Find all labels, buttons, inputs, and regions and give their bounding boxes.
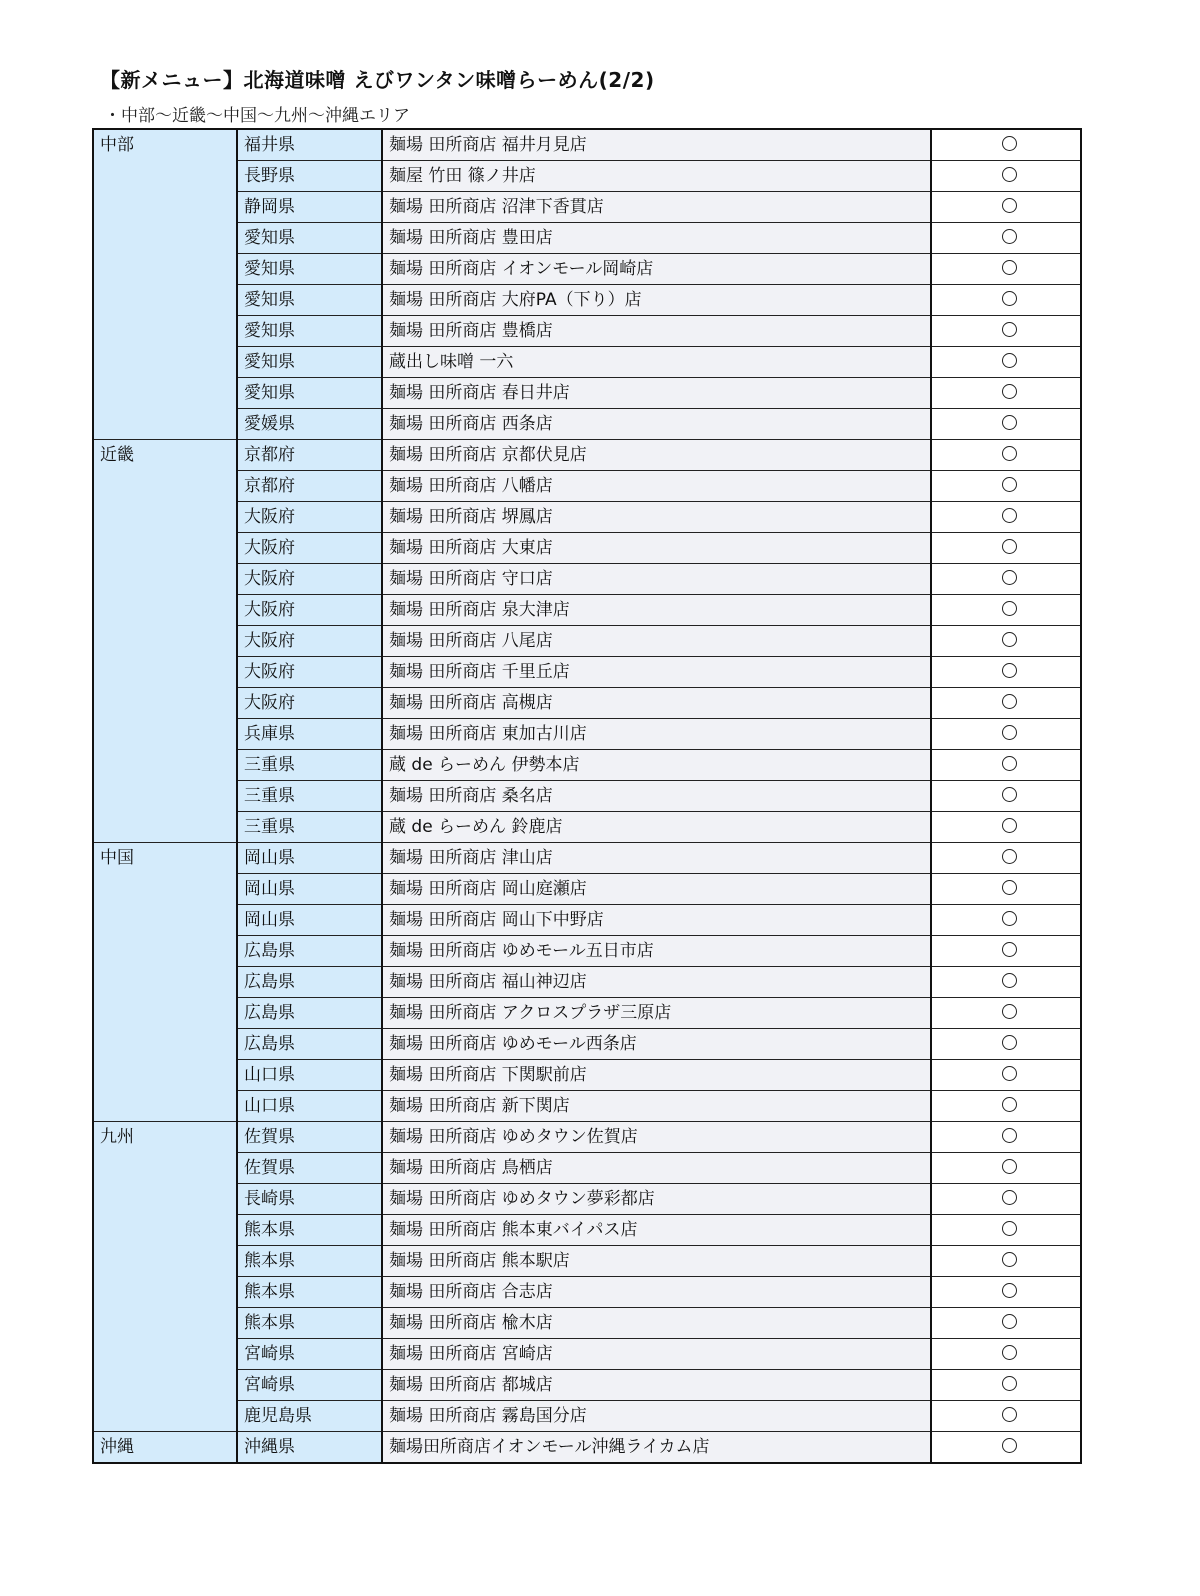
prefecture-cell: 大阪府 [237, 657, 382, 688]
availability-circle-icon [1002, 446, 1017, 461]
prefecture-cell: 沖縄県 [237, 1432, 382, 1464]
prefecture-cell: 山口県 [237, 1091, 382, 1122]
table-row [93, 1246, 1081, 1277]
availability-circle-icon [1002, 849, 1017, 864]
availability-circle-icon [1002, 136, 1017, 151]
table-row [93, 378, 1081, 409]
availability-circle-icon [1002, 601, 1017, 616]
store-name-cell: 麺場 田所商店 千里丘店 [382, 657, 931, 688]
prefecture-cell: 熊本県 [237, 1277, 382, 1308]
store-name-cell: 麺場 田所商店 ゆめタウン夢彩都店 [382, 1184, 931, 1215]
availability-cell [931, 347, 1081, 378]
store-name-cell: 麺場 田所商店 霧島国分店 [382, 1401, 931, 1432]
region-cell: 中部 [93, 129, 237, 440]
prefecture-cell: 宮崎県 [237, 1339, 382, 1370]
store-name-cell: 麺場 田所商店 熊本東バイパス店 [382, 1215, 931, 1246]
store-name-cell: 麺場 田所商店 豊田店 [382, 223, 931, 254]
availability-cell [931, 781, 1081, 812]
page-title: 【新メニュー】北海道味噌 えびワンタン味噌らーめん(2/2) [100, 68, 655, 92]
prefecture-cell: 愛知県 [237, 223, 382, 254]
prefecture-cell: 愛知県 [237, 316, 382, 347]
availability-circle-icon [1002, 167, 1017, 182]
availability-cell [931, 192, 1081, 223]
store-name-cell: 麺場 田所商店 ゆめタウン佐賀店 [382, 1122, 931, 1153]
prefecture-cell: 広島県 [237, 1029, 382, 1060]
availability-circle-icon [1002, 663, 1017, 678]
prefecture-cell: 兵庫県 [237, 719, 382, 750]
table-row [93, 781, 1081, 812]
availability-circle-icon [1002, 198, 1017, 213]
availability-cell [931, 1339, 1081, 1370]
prefecture-cell: 愛知県 [237, 378, 382, 409]
availability-cell [931, 1184, 1081, 1215]
prefecture-cell: 大阪府 [237, 564, 382, 595]
availability-circle-icon [1002, 1190, 1017, 1205]
store-name-cell: 麺場 田所商店 津山店 [382, 843, 931, 874]
store-name-cell: 麺場 田所商店 泉大津店 [382, 595, 931, 626]
table-row [93, 1122, 1081, 1153]
store-name-cell: 麺場 田所商店 大府PA（下り）店 [382, 285, 931, 316]
availability-circle-icon [1002, 787, 1017, 802]
availability-circle-icon [1002, 1221, 1017, 1236]
table-row [93, 1370, 1081, 1401]
availability-cell [931, 1215, 1081, 1246]
availability-circle-icon [1002, 1252, 1017, 1267]
table-row [93, 564, 1081, 595]
table-row [93, 812, 1081, 843]
table-row [93, 502, 1081, 533]
store-name-cell: 麺場 田所商店 豊橋店 [382, 316, 931, 347]
availability-circle-icon [1002, 539, 1017, 554]
availability-cell [931, 316, 1081, 347]
area-subtitle: ・中部〜近畿〜中国〜九州〜沖縄エリア [104, 106, 410, 126]
store-name-cell: 麺場 田所商店 新下関店 [382, 1091, 931, 1122]
table-row [93, 626, 1081, 657]
region-cell: 中国 [93, 843, 237, 1122]
prefecture-cell: 三重県 [237, 812, 382, 843]
availability-cell [931, 750, 1081, 781]
table-row [93, 719, 1081, 750]
availability-circle-icon [1002, 1283, 1017, 1298]
store-availability-table [92, 128, 1082, 1464]
prefecture-cell: 京都府 [237, 440, 382, 471]
availability-cell [931, 1029, 1081, 1060]
table-row [93, 1215, 1081, 1246]
availability-circle-icon [1002, 508, 1017, 523]
availability-cell [931, 564, 1081, 595]
store-name-cell: 麺場 田所商店 イオンモール岡崎店 [382, 254, 931, 285]
availability-cell [931, 595, 1081, 626]
prefecture-cell: 愛知県 [237, 285, 382, 316]
prefecture-cell: 鹿児島県 [237, 1401, 382, 1432]
availability-circle-icon [1002, 570, 1017, 585]
table-row [93, 161, 1081, 192]
store-name-cell: 麺場 田所商店 下関駅前店 [382, 1060, 931, 1091]
table-row [93, 254, 1081, 285]
availability-cell [931, 626, 1081, 657]
availability-circle-icon [1002, 1407, 1017, 1422]
table-row [93, 285, 1081, 316]
store-name-cell: 麺場 田所商店 福井月見店 [382, 129, 931, 161]
table-row [93, 1029, 1081, 1060]
table-row [93, 192, 1081, 223]
availability-circle-icon [1002, 725, 1017, 740]
availability-circle-icon [1002, 1066, 1017, 1081]
availability-cell [931, 378, 1081, 409]
availability-cell [931, 129, 1081, 161]
prefecture-cell: 三重県 [237, 781, 382, 812]
availability-cell [931, 1246, 1081, 1277]
store-name-cell: 麺場 田所商店 京都伏見店 [382, 440, 931, 471]
store-name-cell: 麺場 田所商店 春日井店 [382, 378, 931, 409]
prefecture-cell: 大阪府 [237, 595, 382, 626]
table-row [93, 657, 1081, 688]
store-name-cell: 麺場 田所商店 八幡店 [382, 471, 931, 502]
availability-circle-icon [1002, 818, 1017, 833]
table-row [93, 998, 1081, 1029]
table-row [93, 750, 1081, 781]
store-name-cell: 麺場 田所商店 合志店 [382, 1277, 931, 1308]
table-row [93, 688, 1081, 719]
region-cell: 近畿 [93, 440, 237, 843]
table-row [93, 533, 1081, 564]
availability-circle-icon [1002, 694, 1017, 709]
prefecture-cell: 愛知県 [237, 347, 382, 378]
table-row [93, 471, 1081, 502]
availability-cell [931, 285, 1081, 316]
table-row [93, 1277, 1081, 1308]
availability-circle-icon [1002, 477, 1017, 492]
availability-circle-icon [1002, 229, 1017, 244]
availability-circle-icon [1002, 1097, 1017, 1112]
availability-circle-icon [1002, 632, 1017, 647]
store-name-cell: 麺場 田所商店 沼津下香貫店 [382, 192, 931, 223]
region-cell: 沖縄 [93, 1432, 237, 1464]
prefecture-cell: 福井県 [237, 129, 382, 161]
availability-circle-icon [1002, 1004, 1017, 1019]
store-name-cell: 麺場 田所商店 守口店 [382, 564, 931, 595]
availability-cell [931, 254, 1081, 285]
store-name-cell: 麺場 田所商店 福山神辺店 [382, 967, 931, 998]
store-name-cell: 麺場 田所商店 都城店 [382, 1370, 931, 1401]
store-name-cell: 麺場 田所商店 八尾店 [382, 626, 931, 657]
table-row [93, 1339, 1081, 1370]
table-row [93, 223, 1081, 254]
availability-circle-icon [1002, 1438, 1017, 1453]
table-row [93, 1432, 1081, 1464]
table-body [93, 129, 1081, 1463]
store-name-cell: 麺場 田所商店 熊本駅店 [382, 1246, 931, 1277]
prefecture-cell: 宮崎県 [237, 1370, 382, 1401]
store-name-cell: 麺場 田所商店 アクロスプラザ三原店 [382, 998, 931, 1029]
table-row [93, 316, 1081, 347]
store-name-cell: 麺場 田所商店 ゆめモール五日市店 [382, 936, 931, 967]
availability-circle-icon [1002, 291, 1017, 306]
availability-cell [931, 502, 1081, 533]
store-name-cell: 麺場 田所商店 西条店 [382, 409, 931, 440]
availability-cell [931, 409, 1081, 440]
availability-cell [931, 1153, 1081, 1184]
table-row [93, 905, 1081, 936]
table-row [93, 347, 1081, 378]
availability-cell [931, 161, 1081, 192]
availability-cell [931, 1370, 1081, 1401]
prefecture-cell: 広島県 [237, 998, 382, 1029]
prefecture-cell: 長崎県 [237, 1184, 382, 1215]
prefecture-cell: 京都府 [237, 471, 382, 502]
store-name-cell: 麺場 田所商店 楡木店 [382, 1308, 931, 1339]
prefecture-cell: 大阪府 [237, 502, 382, 533]
availability-cell [931, 936, 1081, 967]
availability-circle-icon [1002, 1128, 1017, 1143]
prefecture-cell: 岡山県 [237, 843, 382, 874]
availability-circle-icon [1002, 1376, 1017, 1391]
availability-cell [931, 533, 1081, 564]
store-name-cell: 麺場 田所商店 岡山下中野店 [382, 905, 931, 936]
availability-cell [931, 657, 1081, 688]
prefecture-cell: 岡山県 [237, 874, 382, 905]
availability-circle-icon [1002, 911, 1017, 926]
availability-circle-icon [1002, 1159, 1017, 1174]
table-row [93, 874, 1081, 905]
availability-cell [931, 1401, 1081, 1432]
table-row [93, 1060, 1081, 1091]
store-name-cell: 麺場 田所商店 ゆめモール西条店 [382, 1029, 931, 1060]
store-name-cell: 麺場 田所商店 大東店 [382, 533, 931, 564]
store-name-cell: 蔵 de らーめん 鈴鹿店 [382, 812, 931, 843]
availability-circle-icon [1002, 1314, 1017, 1329]
prefecture-cell: 岡山県 [237, 905, 382, 936]
prefecture-cell: 広島県 [237, 936, 382, 967]
availability-cell [931, 874, 1081, 905]
prefecture-cell: 佐賀県 [237, 1122, 382, 1153]
availability-cell [931, 998, 1081, 1029]
prefecture-cell: 熊本県 [237, 1215, 382, 1246]
table-row [93, 1184, 1081, 1215]
store-name-cell: 麺場 田所商店 東加古川店 [382, 719, 931, 750]
table-row [93, 1401, 1081, 1432]
table-row [93, 1091, 1081, 1122]
store-name-cell: 麺場 田所商店 鳥栖店 [382, 1153, 931, 1184]
availability-circle-icon [1002, 384, 1017, 399]
prefecture-cell: 静岡県 [237, 192, 382, 223]
prefecture-cell: 広島県 [237, 967, 382, 998]
prefecture-cell: 愛知県 [237, 254, 382, 285]
availability-cell [931, 1432, 1081, 1464]
availability-cell [931, 812, 1081, 843]
table-row [93, 409, 1081, 440]
availability-cell [931, 1122, 1081, 1153]
prefecture-cell: 熊本県 [237, 1246, 382, 1277]
availability-cell [931, 1277, 1081, 1308]
prefecture-cell: 大阪府 [237, 688, 382, 719]
region-cell: 九州 [93, 1122, 237, 1432]
table-row [93, 595, 1081, 626]
availability-circle-icon [1002, 322, 1017, 337]
availability-cell [931, 223, 1081, 254]
availability-circle-icon [1002, 1345, 1017, 1360]
availability-cell [931, 843, 1081, 874]
availability-cell [931, 471, 1081, 502]
store-name-cell: 麺場 田所商店 宮崎店 [382, 1339, 931, 1370]
store-name-cell: 麺場 田所商店 岡山庭瀬店 [382, 874, 931, 905]
availability-circle-icon [1002, 1035, 1017, 1050]
availability-cell [931, 967, 1081, 998]
availability-cell [931, 1308, 1081, 1339]
store-name-cell: 蔵 de らーめん 伊勢本店 [382, 750, 931, 781]
store-name-cell: 麺屋 竹田 篠ノ井店 [382, 161, 931, 192]
availability-circle-icon [1002, 756, 1017, 771]
table-row [93, 129, 1081, 161]
table-row [93, 440, 1081, 471]
store-name-cell: 麺場 田所商店 高槻店 [382, 688, 931, 719]
prefecture-cell: 大阪府 [237, 626, 382, 657]
store-name-cell: 蔵出し味噌 一六 [382, 347, 931, 378]
table-row [93, 936, 1081, 967]
availability-cell [931, 719, 1081, 750]
availability-circle-icon [1002, 415, 1017, 430]
table-row [93, 1153, 1081, 1184]
availability-cell [931, 688, 1081, 719]
availability-circle-icon [1002, 260, 1017, 275]
prefecture-cell: 熊本県 [237, 1308, 382, 1339]
prefecture-cell: 大阪府 [237, 533, 382, 564]
table-row [93, 967, 1081, 998]
store-name-cell: 麺場 田所商店 堺鳳店 [382, 502, 931, 533]
availability-cell [931, 1060, 1081, 1091]
prefecture-cell: 愛媛県 [237, 409, 382, 440]
availability-circle-icon [1002, 880, 1017, 895]
table-row [93, 1308, 1081, 1339]
availability-circle-icon [1002, 973, 1017, 988]
prefecture-cell: 山口県 [237, 1060, 382, 1091]
availability-circle-icon [1002, 942, 1017, 957]
availability-cell [931, 905, 1081, 936]
table-row [93, 843, 1081, 874]
prefecture-cell: 三重県 [237, 750, 382, 781]
prefecture-cell: 長野県 [237, 161, 382, 192]
store-name-cell: 麺場 田所商店 桑名店 [382, 781, 931, 812]
availability-circle-icon [1002, 353, 1017, 368]
availability-cell [931, 440, 1081, 471]
store-name-cell: 麺場田所商店イオンモール沖縄ライカム店 [382, 1432, 931, 1464]
availability-cell [931, 1091, 1081, 1122]
prefecture-cell: 佐賀県 [237, 1153, 382, 1184]
